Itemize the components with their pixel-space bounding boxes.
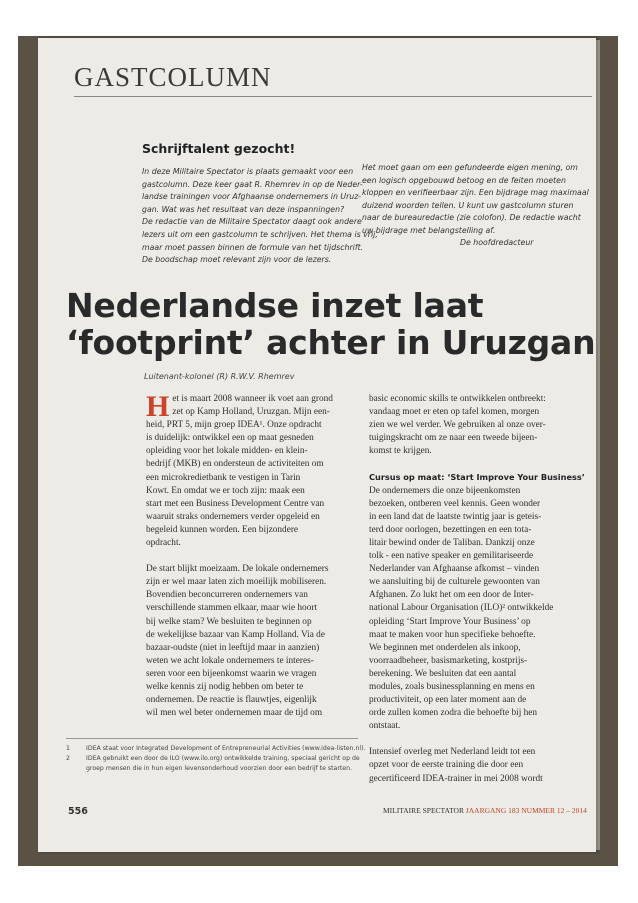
paragraph-3 — [369, 393, 581, 458]
article-text-line: Nederlander van Afghaanse afkomst – vinden — [369, 564, 540, 575]
article-text-line: maat te maken voor hun specifieke behoefte. — [369, 629, 536, 640]
article-text-line: bezoeken, ontberen veel kennis. Geen wonder — [369, 498, 541, 509]
article-text-line: We beginnen met onderdelen als inkoop, — [369, 642, 521, 653]
article-text-line: waaruit straks ondernemers verder opgeleid en — [146, 511, 320, 522]
article-text-line: zijn er wel maar laten zich moeilijk mobiliseren. — [146, 577, 327, 588]
article-text-line: vandaag moet er eten op tafel komen, morgen — [369, 407, 540, 418]
article-text-line: De start blijkt moeizaam. De lokale ondernemers — [146, 564, 329, 575]
section-subhead: Cursus op maat: ‘Start Improve Your Business’ — [369, 472, 585, 483]
article-text-line: start met een Business Development Centre van — [146, 498, 325, 509]
article-text-line: de wekelijkse bazaar van Kamp Holland. Via de — [146, 629, 325, 640]
article-text-line: ontstaat. — [369, 721, 401, 732]
callout-text-line: gan. Wat was het resultaat van deze inspanningen? — [142, 204, 345, 214]
footnote-text: IDEA staat voor Integrated Development of Entrepreneurial Activities (www.idea-listen.nl). — [86, 745, 366, 752]
article-text-line: Bovendien beconcurreren ondernemers van — [146, 590, 308, 601]
article-text-line: zet op Kamp Holland, Uruzgan. Mijn een- — [172, 407, 330, 418]
headline-line-1: Nederlandse inzet laat — [66, 286, 484, 325]
article-text-line: opleiding voor het lokale midden- en klein- — [146, 446, 308, 457]
article-text-line: tuigingskracht om ze naar een tweede bijeen- — [369, 433, 538, 444]
page-number: 556 — [68, 806, 88, 817]
article-text-line: modules, zoals businessplanning en mens en — [369, 681, 535, 692]
callout-text-line: een logisch opgebouwd betoog en de feiten moeten — [362, 175, 566, 185]
callout-text-line: landse trainingen voor Afghaanse ondernemers in Uruz- — [142, 192, 362, 202]
footnote-line — [66, 754, 365, 764]
article-text-line: heid, PRT 5, mijn groep IDEA¹. Onze opdracht — [146, 420, 322, 431]
article-text-line: verschillende stammen elkaar, maar wie hoort — [146, 603, 318, 614]
article-text-line: begeleid kunnen worden. Een bijzondere — [146, 524, 299, 535]
article-text-line: gecertificeerd IDEA-trainer in mei 2008 wordt — [369, 773, 543, 784]
drop-cap: H — [146, 390, 170, 423]
byline: Luitenant-kolonel (R) R.W.V. Rhemrev — [144, 372, 295, 381]
article-text-line: weten we acht lokale ondernemers te interes- — [146, 655, 314, 666]
article-text-line: komst te krijgen. — [369, 446, 432, 457]
callout-right-column — [362, 162, 589, 238]
callout-text-line: naar de bureauredactie (zie colofon). De redactie wacht — [362, 213, 581, 223]
article-text-line: Afghanen. Zo lukt het om een door de Inter- — [369, 590, 534, 601]
paragraph-1 — [146, 390, 361, 550]
article-text-line: berekening. We besluiten dat een aantal — [369, 668, 517, 679]
article-column-1 — [146, 390, 361, 720]
article-text-line: Intensief overleg met Nederland leidt tot een — [369, 747, 536, 758]
paragraph-4 — [369, 485, 581, 734]
article-text-line: Kowt. En omdat we er toch zijn: maak een — [146, 485, 305, 496]
article-text-line: wil men wel beter ondernemen maar de tijd om — [146, 708, 323, 719]
article-text-line: bij welke stam? We besluiten te beginnen op — [146, 616, 312, 627]
article-text-line: voorraadbeheer, basismarketing, kostprijs- — [369, 655, 528, 666]
article-text-line: is duidelijk: ontwikkel een op maat gesneden — [146, 433, 314, 444]
section-heading: GASTCOLUMN — [74, 62, 272, 92]
footnote-text: IDEA gebruikt een door de ILO (www.ilo.org) ontwikkelde training, speciaal gericht op de — [86, 755, 360, 762]
article-text-line: een microkredietbank te vestigen in Tarin — [146, 472, 301, 483]
paragraph-2 — [146, 563, 361, 720]
callout-text-line: De redactie van de Militaire Spectator daagt ook andere — [142, 217, 362, 227]
article-text-line: terd door oorlogen, bezettingen en een tota- — [369, 524, 532, 535]
paragraph-5 — [369, 746, 581, 785]
article-text-line: basic economic skills te ontwikkelen ontbreekt: — [369, 394, 546, 404]
callout-title: Schrijftalent gezocht! — [142, 141, 296, 156]
article-text-line: opdracht. — [146, 538, 181, 549]
article-text-line: opleiding ‘Start Improve Your Business’ op — [369, 616, 531, 627]
callout-text-line: kloppen en verifieerbaar zijn. Een bijdrage mag maximaal — [362, 188, 589, 198]
footnote-line — [66, 744, 365, 754]
callout-text-line: gastcolumn. Deze keer gaat R. Rhemrev in op de Neder- — [142, 179, 363, 189]
article-text-line: orde zullen komen zodra die behoefte bij hen — [369, 708, 538, 719]
article-text-line: bazaar-oudste (niet in leeftijd maar in aanzien) — [146, 642, 320, 653]
article-text-line: opzet voor de eerste training die door een — [369, 760, 524, 771]
footnote-text: groep mensen die in hun eigen levensonderhoud voorzien door een bedrijf te starten. — [86, 765, 352, 772]
callout-text-line: duizend woorden tellen. U kunt uw gastcolumn sturen — [362, 200, 574, 210]
footnotes — [66, 744, 365, 774]
headline-line-2: ‘footprint’ achter in Uruzgan — [66, 323, 596, 362]
callout-text-line: maar moet passen binnen de formule van het tijdschrift. — [142, 242, 364, 252]
callout-text-line: De boodschap moet relevant zijn voor de lezers. — [142, 255, 332, 265]
callout-signature: De hoofdredacteur — [460, 238, 534, 247]
article-text-line: ondernemen. De reactie is flauwtjes, eigenlijk — [146, 695, 317, 706]
publication-name: MILITAIRE SPECTATOR — [383, 806, 464, 815]
article-text-line: zien we wel verder. We gebruiken al onze over- — [369, 420, 546, 431]
article-text-line: De ondernemers die onze bijeenkomsten — [369, 485, 521, 496]
article-text-line: bedrijf (MKB) en ondersteun de activiteiten om — [146, 459, 324, 470]
footnote-rule — [66, 738, 358, 739]
article-text-line: et is maart 2008 wanneer ik voet aan grond — [172, 394, 333, 404]
footnote-line — [66, 764, 365, 774]
callout-text-line: uw bijdrage met belangstelling af. — [362, 225, 496, 235]
callout-text-line: Het moet gaan om een gefundeerde eigen mening, om — [362, 163, 578, 172]
article-column-2 — [369, 393, 585, 786]
article-text-line: tolk - een native speaker en gemilitariseerde — [369, 551, 534, 562]
callout-text-line: lezers uit om een gastcolumn te schrijven. Het thema is vrij, — [142, 229, 378, 239]
article-text-line: litair bewind onder de Taliban. Dankzij onze — [369, 537, 535, 548]
article-text-line: national Labour Organisation (ILO)² ontwikkelde — [369, 603, 554, 614]
footnote-number: 2 — [66, 755, 70, 762]
article-text-line: in een land dat de laatste twintig jaar is geteis- — [369, 511, 542, 522]
article-text-line: seren voor een bijeenkomst waarin we vragen — [146, 668, 317, 679]
heading-rule — [74, 96, 592, 97]
article-text-line: welke kennis zij nodig hebben om beter te — [146, 681, 304, 692]
article-text-line: productiviteit, op een later moment aan de — [369, 695, 527, 706]
callout-text-line: In deze Militaire Spectator is plaats gemaakt voor een — [142, 167, 354, 176]
callout-left-column — [142, 166, 378, 267]
article-text-line: we aansluiting bij de culturele gewoonten van — [369, 577, 540, 588]
issue-info: JAARGANG 183 NUMMER 12 – 2014 — [465, 806, 587, 815]
footnote-number: 1 — [66, 745, 70, 752]
running-footer — [383, 806, 587, 815]
